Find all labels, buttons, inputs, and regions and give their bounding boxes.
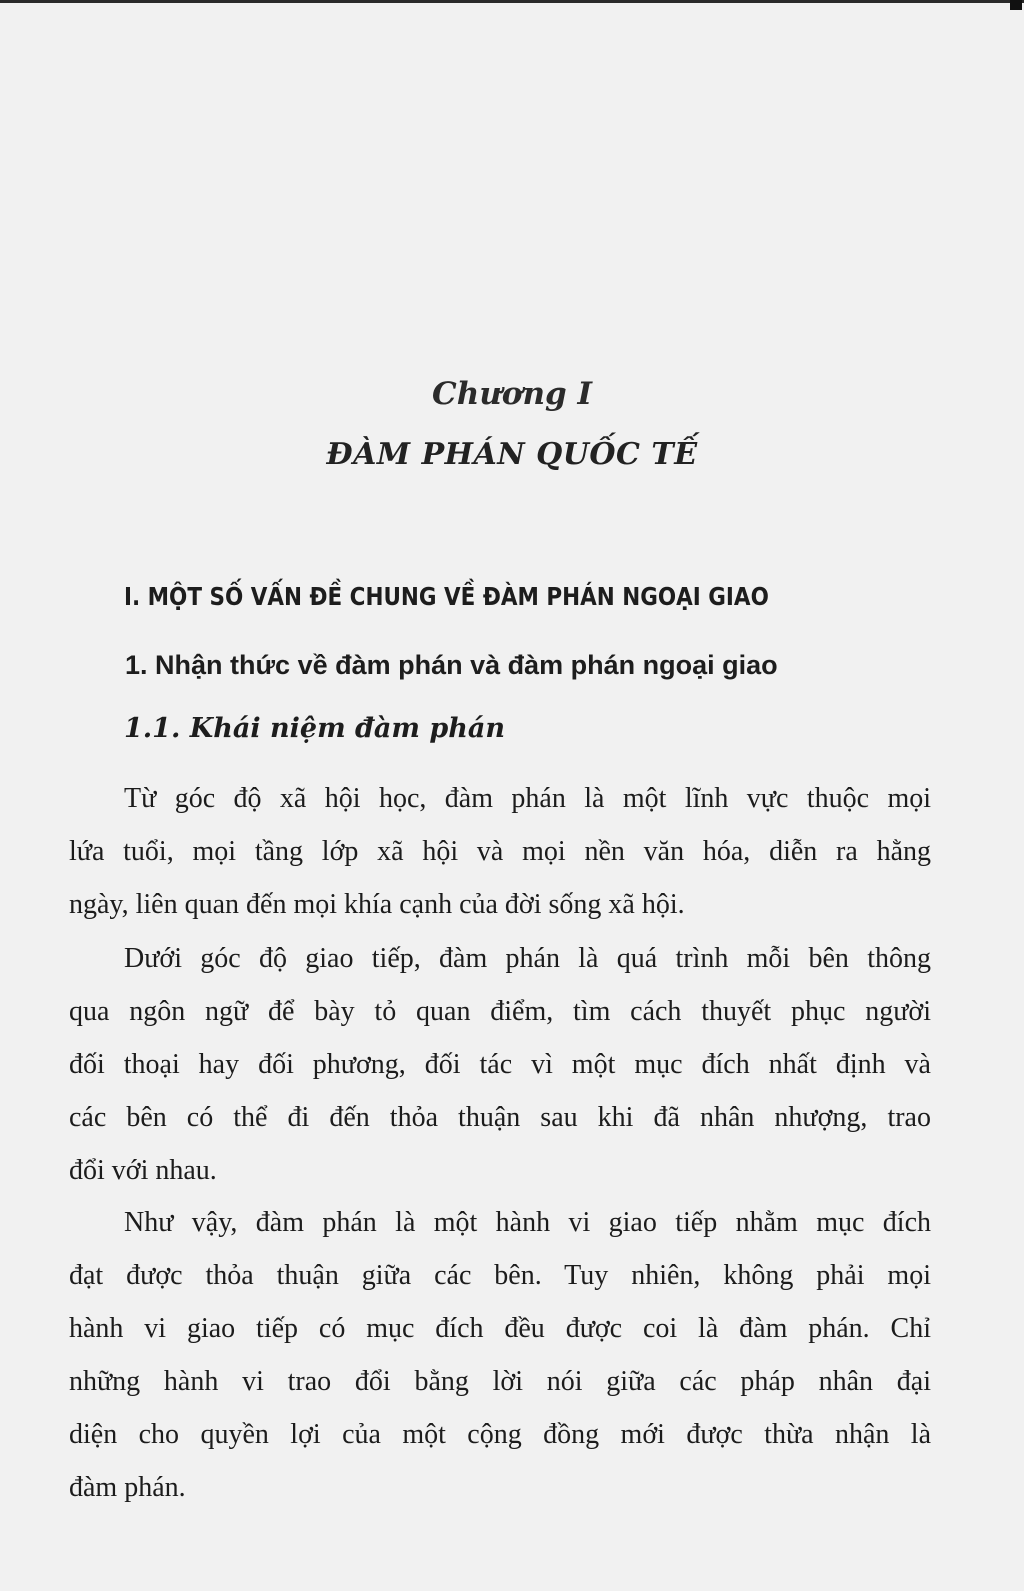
- text-line: ngày, liên quan đến mọi khía cạnh của đời sống xã hội.: [69, 889, 685, 920]
- text-line: diện cho quyền lợi của một cộng đồng mới được thừa nhận là: [69, 1419, 931, 1450]
- page-top-edge: [0, 0, 1024, 3]
- text-line: Dưới góc độ giao tiếp, đàm phán là quá trình mỗi bên thông: [124, 943, 931, 974]
- text-line: các bên có thể đi đến thỏa thuận sau khi đã nhân nhượng, trao: [69, 1102, 931, 1133]
- section-heading: I. MỘT SỐ VẤN ĐỀ CHUNG VỀ ĐÀM PHÁN NGOẠI GIAO: [124, 582, 769, 611]
- text-line: Từ góc độ xã hội học, đàm phán là một lĩnh vực thuộc mọi: [124, 783, 931, 814]
- text-line: qua ngôn ngữ để bày tỏ quan điểm, tìm cách thuyết phục người: [69, 996, 931, 1027]
- text-line: đạt được thỏa thuận giữa các bên. Tuy nhiên, không phải mọi: [69, 1260, 931, 1291]
- chapter-title: ĐÀM PHÁN QUỐC TẾ: [326, 437, 698, 472]
- paragraph-1: [69, 772, 931, 931]
- text-line: đối thoại hay đối phương, đối tác vì một mục đích nhất định và: [69, 1049, 931, 1080]
- chapter-label: Chương I: [432, 376, 592, 412]
- text-line: Như vậy, đàm phán là một hành vi giao tiếp nhằm mục đích: [124, 1207, 931, 1238]
- text-line: lứa tuổi, mọi tầng lớp xã hội và mọi nền văn hóa, diễn ra hằng: [69, 836, 931, 867]
- text-line: đàm phán.: [69, 1472, 186, 1503]
- corner-mark: [1010, 0, 1022, 10]
- text-line: hành vi giao tiếp có mục đích đều được coi là đàm phán. Chỉ: [69, 1313, 931, 1344]
- subsubsection-heading: 1.1. Khái niệm đàm phán: [124, 713, 506, 744]
- paragraph-2: [69, 932, 931, 1197]
- paragraph-3: [69, 1196, 931, 1514]
- subsection-heading: 1. Nhận thức về đàm phán và đàm phán ngoại giao: [125, 650, 778, 680]
- text-line: đổi với nhau.: [69, 1155, 217, 1186]
- text-line: những hành vi trao đổi bằng lời nói giữa các pháp nhân đại: [69, 1366, 931, 1397]
